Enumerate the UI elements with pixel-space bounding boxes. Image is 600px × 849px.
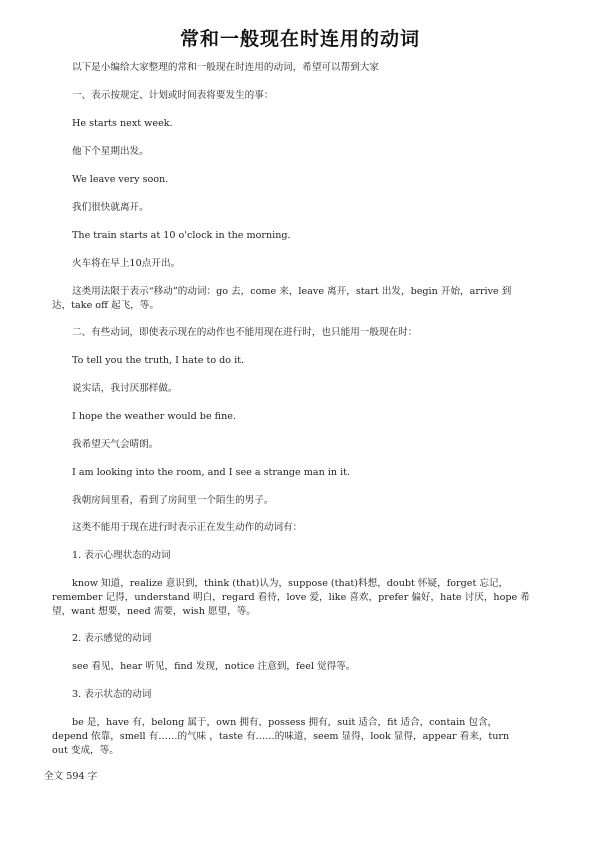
section-1-note-line-2: 达，take off 起飞，等。 [52, 300, 159, 311]
example-2-en: We leave very soon. [72, 174, 169, 185]
subsection-3-heading: 3. 表示状态的动词 [72, 689, 152, 700]
example-4-zh: 说实话，我讨厌那样做。 [72, 383, 178, 394]
example-5-en: I hope the weather would be fine. [72, 411, 236, 422]
example-3-zh: 火车将在早上10点开出。 [72, 258, 181, 269]
word-count: 全文 594 字 [44, 771, 98, 782]
example-4-en: To tell you the truth, I hate to do it. [72, 355, 245, 366]
page-title: 常和一般现在时连用的动词 [179, 28, 420, 50]
section-1-heading: 一、表示按规定、计划或时间表将要发生的事： [72, 90, 274, 101]
example-2-zh: 我们很快就离开。 [72, 202, 149, 213]
intro-text: 以下是小编给大家整理的常和一般现在时连用的动词，希望可以帮到大家 [72, 62, 379, 73]
subsection-3-line-1: be 是，have 有，belong 属于，own 拥有，possess 拥有，suit 适合，fit 适合，contain 包含， [72, 717, 498, 728]
example-1-en: He starts next week. [72, 118, 173, 129]
subsection-1-heading: 1. 表示心理状态的动词 [72, 550, 171, 561]
section-2-note: 这类不能用于现在进行时表示正在发生动作的动词有： [72, 522, 303, 533]
example-6-en: I am looking into the room, and I see a strange man in it. [72, 467, 351, 478]
example-1-zh: 他下个星期出发。 [72, 146, 149, 157]
subsection-2-line-1: see 看见，hear 听见，find 发现，notice 注意到，feel 觉得等。 [72, 661, 356, 672]
subsection-1-line-3: 望，want 想要，need 需要，wish 愿望，等。 [52, 606, 256, 617]
subsection-1-line-2: remember 记得，understand 明白，regard 看待，love 爱，like 喜欢，prefer 偏好，hate 讨厌，hope 希 [52, 592, 530, 603]
subsection-2-heading: 2. 表示感觉的动词 [72, 633, 152, 644]
section-1-note-line-1: 这类用法限于表示“移动”的动词：go 去，come 来，leave 离开，start 出发，begin 开始，arrive 到 [72, 286, 512, 297]
example-3-en: The train starts at 10 o'clock in the morning. [72, 230, 291, 241]
subsection-3-line-2: depend 依靠，smell 有……的气味 ，taste 有……的味道，seem 显得，look 显得，appear 看来，turn [52, 731, 510, 742]
example-5-zh: 我希望天气会晴朗。 [72, 439, 159, 450]
subsection-1-line-1: know 知道，realize 意识到，think (that)认为，suppose (that)料想，doubt 怀疑，forget 忘记， [72, 578, 509, 589]
example-6-zh: 我朝房间里看，看到了房间里一个陌生的男子。 [72, 495, 274, 506]
subsection-3-line-3: out 变成，等。 [52, 745, 119, 756]
section-2-heading: 二、有些动词，即使表示现在的动作也不能用现在进行时，也只能用一般现在时： [72, 327, 418, 338]
